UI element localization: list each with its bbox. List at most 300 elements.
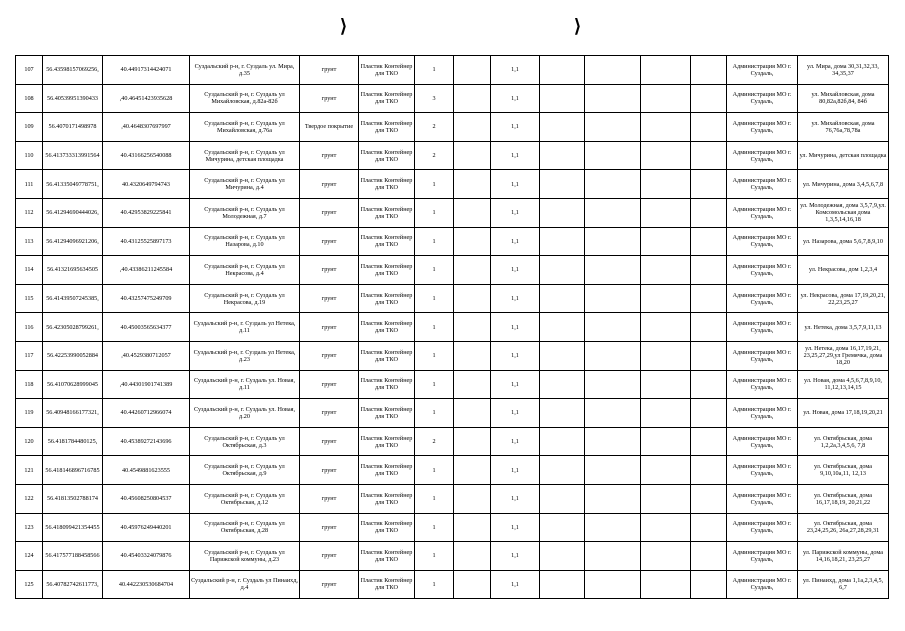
waste-sources: ул. Молодежная, дома 3,5,7,9,ул. Комсомольская дома 1,3,5,14,16,18 xyxy=(798,198,889,227)
table-row xyxy=(16,370,889,399)
waste-sources: ул. Михайловская, дома 80,82а,82б,84, 84б xyxy=(798,84,889,113)
empty-cell xyxy=(540,227,585,256)
empty-cell xyxy=(641,513,691,542)
empty-cell xyxy=(691,456,727,485)
container-volume: 1,1 xyxy=(491,141,540,170)
owner: Администрация МО г. Суздаль, xyxy=(727,370,798,399)
empty-cell xyxy=(641,313,691,342)
surface-type: Твердое покрытие xyxy=(300,113,359,142)
empty-cell xyxy=(585,542,641,571)
address: Суздальский р-н, г. Суздаль ул. Новая, д.11 xyxy=(190,370,300,399)
address: Суздальский р-н, г. Суздаль ул Назарова, д.10 xyxy=(190,227,300,256)
empty-cell xyxy=(454,256,491,285)
longitude: 40.44260712966074 xyxy=(103,399,190,428)
surface-type: грунт xyxy=(300,542,359,571)
empty-cell xyxy=(691,113,727,142)
table-row xyxy=(16,56,889,85)
latitude: 56.41070628999045 xyxy=(43,370,103,399)
waste-sources: ул. Нетека, дома 16,17,19,21, 23,25,27,29,ул Гремячка, дома 18,20 xyxy=(798,341,889,370)
empty-cell xyxy=(641,484,691,513)
margin-mark-left: ⟩ xyxy=(340,16,348,36)
table-row xyxy=(16,313,889,342)
empty-cell xyxy=(585,56,641,85)
latitude: 56.40948166177321, xyxy=(43,399,103,428)
container-count: 1 xyxy=(415,256,454,285)
latitude: 56.41439507245385, xyxy=(43,284,103,313)
site-number: 124 xyxy=(16,542,43,571)
empty-cell xyxy=(540,542,585,571)
empty-cell xyxy=(454,456,491,485)
surface-type: грунт xyxy=(300,370,359,399)
table-row xyxy=(16,141,889,170)
address: Суздальский р-н, г. Суздаль ул. Новая, д.20 xyxy=(190,399,300,428)
empty-cell xyxy=(641,542,691,571)
container-type: Пластик Контейнер для ТКО xyxy=(359,542,415,571)
longitude: 40.4320649794743 xyxy=(103,170,190,199)
table-row xyxy=(16,456,889,485)
owner: Администрация МО г. Суздаль, xyxy=(727,170,798,199)
empty-cell xyxy=(454,542,491,571)
waste-sources: ул. Мичурина, дома 3,4,5,6,7,8 xyxy=(798,170,889,199)
container-volume: 1,1 xyxy=(491,399,540,428)
longitude: 40.42953829225841 xyxy=(103,198,190,227)
empty-cell xyxy=(540,313,585,342)
surface-type: грунт xyxy=(300,284,359,313)
owner: Администрация МО г. Суздаль, xyxy=(727,141,798,170)
empty-cell xyxy=(691,227,727,256)
container-volume: 1,1 xyxy=(491,570,540,599)
empty-cell xyxy=(641,256,691,285)
waste-sources: ул. Михайловская, дома 76,76а,78,78а xyxy=(798,113,889,142)
latitude: 56.418146896716785 xyxy=(43,456,103,485)
address: Суздальский р-н, г. Суздаль ул Нетека, д.11 xyxy=(190,313,300,342)
empty-cell xyxy=(585,256,641,285)
latitude: 56.41813502788174 xyxy=(43,484,103,513)
empty-cell xyxy=(540,198,585,227)
empty-cell xyxy=(585,341,641,370)
owner: Администрация МО г. Суздаль, xyxy=(727,484,798,513)
container-type: Пластик Контейнер для ТКО xyxy=(359,370,415,399)
address: Суздальский р-н, г. Суздаль ул Парижской коммуны, д.23 xyxy=(190,542,300,571)
surface-type: грунт xyxy=(300,198,359,227)
waste-sources: ул. Пинаихд, дома 1,1а,2,3,4,5, 6,7 xyxy=(798,570,889,599)
container-count: 1 xyxy=(415,370,454,399)
margin-mark-right: ⟩ xyxy=(574,16,582,36)
container-count: 1 xyxy=(415,284,454,313)
container-volume: 1,1 xyxy=(491,284,540,313)
container-volume: 1,1 xyxy=(491,542,540,571)
container-count: 2 xyxy=(415,141,454,170)
empty-cell xyxy=(691,313,727,342)
site-number: 120 xyxy=(16,427,43,456)
container-volume: 1,1 xyxy=(491,56,540,85)
table-row xyxy=(16,542,889,571)
empty-cell xyxy=(540,456,585,485)
site-number: 119 xyxy=(16,399,43,428)
longitude: 40.4549881623555 xyxy=(103,456,190,485)
container-count: 2 xyxy=(415,427,454,456)
table-row xyxy=(16,113,889,142)
empty-cell xyxy=(540,84,585,113)
empty-cell xyxy=(454,170,491,199)
empty-cell xyxy=(540,513,585,542)
empty-cell xyxy=(540,141,585,170)
longitude: 40.442230530684704 xyxy=(103,570,190,599)
empty-cell xyxy=(585,484,641,513)
longitude: 40.44917314424071 xyxy=(103,56,190,85)
site-number: 108 xyxy=(16,84,43,113)
empty-cell xyxy=(540,570,585,599)
surface-type: грунт xyxy=(300,170,359,199)
waste-sources: ул. Октябрьская, дома 16,17,18,19, 20,21,22 xyxy=(798,484,889,513)
container-type: Пластик Контейнер для ТКО xyxy=(359,570,415,599)
owner: Администрация МО г. Суздаль, xyxy=(727,427,798,456)
owner: Администрация МО г. Суздаль, xyxy=(727,284,798,313)
surface-type: грунт xyxy=(300,84,359,113)
owner: Администрация МО г. Суздаль, xyxy=(727,542,798,571)
container-type: Пластик Контейнер для ТКО xyxy=(359,484,415,513)
site-number: 109 xyxy=(16,113,43,142)
empty-cell xyxy=(641,113,691,142)
container-count: 1 xyxy=(415,198,454,227)
table-row xyxy=(16,341,889,370)
empty-cell xyxy=(641,570,691,599)
empty-cell xyxy=(691,56,727,85)
table-row xyxy=(16,170,889,199)
table-row xyxy=(16,227,889,256)
site-number: 110 xyxy=(16,141,43,170)
surface-type: грунт xyxy=(300,427,359,456)
empty-cell xyxy=(641,198,691,227)
latitude: 56.4070171498978 xyxy=(43,113,103,142)
owner: Администрация МО г. Суздаль, xyxy=(727,227,798,256)
empty-cell xyxy=(540,170,585,199)
empty-cell xyxy=(641,170,691,199)
site-number: 111 xyxy=(16,170,43,199)
site-number: 112 xyxy=(16,198,43,227)
container-volume: 1,1 xyxy=(491,427,540,456)
latitude: 56.43598157069256, xyxy=(43,56,103,85)
site-number: 118 xyxy=(16,370,43,399)
container-count: 1 xyxy=(415,341,454,370)
address: Суздальский р-н, г. Суздаль ул Мичурина, д.4 xyxy=(190,170,300,199)
empty-cell xyxy=(585,570,641,599)
longitude: 40.45403324079876 xyxy=(103,542,190,571)
empty-cell xyxy=(641,456,691,485)
waste-sources: ул. Некрасова, дом 1,2,3,4 xyxy=(798,256,889,285)
waste-sources: ул. Нетека, дома 3,5,7,9,11,13 xyxy=(798,313,889,342)
address: Суздальский р-н, г. Суздаль ул Октябрьская, д.28 xyxy=(190,513,300,542)
container-volume: 1,1 xyxy=(491,484,540,513)
table-row xyxy=(16,198,889,227)
table-row xyxy=(16,427,889,456)
surface-type: грунт xyxy=(300,570,359,599)
empty-cell xyxy=(454,341,491,370)
waste-sources: ул. Мичурина, детская площадка xyxy=(798,141,889,170)
empty-cell xyxy=(585,427,641,456)
latitude: 56.418099421354455 xyxy=(43,513,103,542)
container-count: 1 xyxy=(415,313,454,342)
empty-cell xyxy=(585,141,641,170)
site-number: 122 xyxy=(16,484,43,513)
latitude: 56.417577188458566 xyxy=(43,542,103,571)
table-row xyxy=(16,256,889,285)
site-number: 121 xyxy=(16,456,43,485)
longitude: 40.45003565634377 xyxy=(103,313,190,342)
surface-type: грунт xyxy=(300,56,359,85)
site-number: 114 xyxy=(16,256,43,285)
container-type: Пластик Контейнер для ТКО xyxy=(359,113,415,142)
container-count: 1 xyxy=(415,170,454,199)
site-number: 113 xyxy=(16,227,43,256)
empty-cell xyxy=(585,113,641,142)
empty-cell xyxy=(585,227,641,256)
address: Суздальский р-н, г. Суздаль ул Пинаихд, д.4 xyxy=(190,570,300,599)
empty-cell xyxy=(454,84,491,113)
empty-cell xyxy=(454,427,491,456)
container-count: 1 xyxy=(415,456,454,485)
waste-site-register-table xyxy=(15,55,889,599)
longitude: 40.45608250804537 xyxy=(103,484,190,513)
latitude: 56.41335049778751, xyxy=(43,170,103,199)
site-number: 116 xyxy=(16,313,43,342)
surface-type: грунт xyxy=(300,227,359,256)
longitude: ,40.43386211245584 xyxy=(103,256,190,285)
address: Суздальский р-н, г. Суздаль ул Михайловская, д.76а xyxy=(190,113,300,142)
latitude: 56.42253990052884 xyxy=(43,341,103,370)
container-volume: 1,1 xyxy=(491,227,540,256)
surface-type: грунт xyxy=(300,399,359,428)
address: Суздальский р-н, г. Суздаль ул Некрасова, д.4 xyxy=(190,256,300,285)
latitude: 56.41294690444026, xyxy=(43,198,103,227)
container-type: Пластик Контейнер для ТКО xyxy=(359,198,415,227)
container-type: Пластик Контейнер для ТКО xyxy=(359,313,415,342)
owner: Администрация МО г. Суздаль, xyxy=(727,84,798,113)
empty-cell xyxy=(454,284,491,313)
empty-cell xyxy=(585,84,641,113)
latitude: 56.4181784480125, xyxy=(43,427,103,456)
empty-cell xyxy=(585,399,641,428)
empty-cell xyxy=(585,198,641,227)
owner: Администрация МО г. Суздаль, xyxy=(727,570,798,599)
empty-cell xyxy=(454,141,491,170)
surface-type: грунт xyxy=(300,341,359,370)
container-volume: 1,1 xyxy=(491,84,540,113)
waste-sources: ул. Новая, дома 17,18,19,20,21 xyxy=(798,399,889,428)
container-volume: 1,1 xyxy=(491,113,540,142)
empty-cell xyxy=(585,313,641,342)
address: Суздальский р-н, г. Суздаль ул. Мира, д.35 xyxy=(190,56,300,85)
empty-cell xyxy=(641,84,691,113)
container-type: Пластик Контейнер для ТКО xyxy=(359,56,415,85)
container-type: Пластик Контейнер для ТКО xyxy=(359,456,415,485)
empty-cell xyxy=(691,542,727,571)
empty-cell xyxy=(691,484,727,513)
latitude: 56.413733313991564 xyxy=(43,141,103,170)
waste-sources: ул. Мира, дома 30,31,32,33, 34,35,37 xyxy=(798,56,889,85)
container-count: 1 xyxy=(415,570,454,599)
container-type: Пластик Контейнер для ТКО xyxy=(359,84,415,113)
container-volume: 1,1 xyxy=(491,456,540,485)
address: Суздальский р-н, г. Суздаль ул Михайловская, д.82а-82б xyxy=(190,84,300,113)
table-row xyxy=(16,399,889,428)
empty-cell xyxy=(691,141,727,170)
longitude: ,40.4648307697997 xyxy=(103,113,190,142)
waste-sources: ул. Назарова, дома 5,6,7,8,9,10 xyxy=(798,227,889,256)
empty-cell xyxy=(540,284,585,313)
longitude: 40.43257475249709 xyxy=(103,284,190,313)
empty-cell xyxy=(454,484,491,513)
latitude: 56.40782742611773, xyxy=(43,570,103,599)
empty-cell xyxy=(691,198,727,227)
container-volume: 1,1 xyxy=(491,313,540,342)
empty-cell xyxy=(691,513,727,542)
empty-cell xyxy=(641,341,691,370)
owner: Администрация МО г. Суздаль, xyxy=(727,256,798,285)
empty-cell xyxy=(691,284,727,313)
empty-cell xyxy=(454,227,491,256)
owner: Администрация МО г. Суздаль, xyxy=(727,313,798,342)
address: Суздальский р-н, г. Суздаль ул Нетека, д.23 xyxy=(190,341,300,370)
empty-cell xyxy=(585,456,641,485)
empty-cell xyxy=(641,56,691,85)
table-body xyxy=(16,56,889,599)
site-number: 123 xyxy=(16,513,43,542)
waste-sources: ул. Парижской коммуны, дома 14,16,18,21, 23,25,27 xyxy=(798,542,889,571)
site-number: 107 xyxy=(16,56,43,85)
empty-cell xyxy=(454,113,491,142)
waste-sources: ул. Некрасова, дома 17,19,20,21, 22,23,25,27 xyxy=(798,284,889,313)
surface-type: грунт xyxy=(300,484,359,513)
empty-cell xyxy=(691,84,727,113)
address: Суздальский р-н, г. Суздаль ул Некрасова, д.19 xyxy=(190,284,300,313)
empty-cell xyxy=(454,570,491,599)
owner: Администрация МО г. Суздаль, xyxy=(727,56,798,85)
address: Суздальский р-н, г. Суздаль ул Мичурина, детская площадка xyxy=(190,141,300,170)
empty-cell xyxy=(540,341,585,370)
owner: Администрация МО г. Суздаль, xyxy=(727,198,798,227)
table-row xyxy=(16,513,889,542)
empty-cell xyxy=(454,370,491,399)
table-row xyxy=(16,84,889,113)
container-type: Пластик Контейнер для ТКО xyxy=(359,141,415,170)
container-count: 1 xyxy=(415,484,454,513)
longitude: 40.45976249440201 xyxy=(103,513,190,542)
waste-sources: ул. Октябрьская, дома 23,24,25,26, 26а,27,28,29,31 xyxy=(798,513,889,542)
owner: Администрация МО г. Суздаль, xyxy=(727,456,798,485)
surface-type: грунт xyxy=(300,256,359,285)
waste-sources: ул. Октябрьская, дома 9,10,10а,11, 12,13 xyxy=(798,456,889,485)
empty-cell xyxy=(691,170,727,199)
container-count: 1 xyxy=(415,399,454,428)
container-count: 1 xyxy=(415,227,454,256)
site-number: 125 xyxy=(16,570,43,599)
address: Суздальский р-н, г. Суздаль ул Октябрьская, д.9 xyxy=(190,456,300,485)
owner: Администрация МО г. Суздаль, xyxy=(727,513,798,542)
empty-cell xyxy=(454,399,491,428)
table-row xyxy=(16,570,889,599)
surface-type: грунт xyxy=(300,313,359,342)
surface-type: грунт xyxy=(300,141,359,170)
surface-type: грунт xyxy=(300,456,359,485)
container-type: Пластик Контейнер для ТКО xyxy=(359,170,415,199)
empty-cell xyxy=(540,484,585,513)
address: Суздальский р-н, г. Суздаль ул Октябрьская, д.3 xyxy=(190,427,300,456)
empty-cell xyxy=(540,56,585,85)
empty-cell xyxy=(691,570,727,599)
longitude: 40.43125525897173 xyxy=(103,227,190,256)
container-type: Пластик Контейнер для ТКО xyxy=(359,399,415,428)
table-row xyxy=(16,484,889,513)
empty-cell xyxy=(641,284,691,313)
empty-cell xyxy=(540,256,585,285)
container-volume: 1,1 xyxy=(491,341,540,370)
address: Суздальский р-н, г. Суздаль ул Молодежная, д.7 xyxy=(190,198,300,227)
empty-cell xyxy=(641,399,691,428)
empty-cell xyxy=(641,227,691,256)
container-type: Пластик Контейнер для ТКО xyxy=(359,256,415,285)
longitude: ,40.44301901741389 xyxy=(103,370,190,399)
empty-cell xyxy=(641,427,691,456)
container-type: Пластик Контейнер для ТКО xyxy=(359,513,415,542)
container-count: 1 xyxy=(415,542,454,571)
site-number: 115 xyxy=(16,284,43,313)
container-count: 1 xyxy=(415,513,454,542)
empty-cell xyxy=(454,56,491,85)
longitude: 40.45389272143696 xyxy=(103,427,190,456)
container-type: Пластик Контейнер для ТКО xyxy=(359,341,415,370)
address: Суздальский р-н, г. Суздаль ул Октябрьская, д.12 xyxy=(190,484,300,513)
longitude: ,40.4529380712057 xyxy=(103,341,190,370)
latitude: 56.40539951390433 xyxy=(43,84,103,113)
waste-sources: ул. Октябрьская, дома 1,2,2а,3,4,5,6, 7,8 xyxy=(798,427,889,456)
container-count: 2 xyxy=(415,113,454,142)
longitude: 40.43166256540088 xyxy=(103,141,190,170)
owner: Администрация МО г. Суздаль, xyxy=(727,113,798,142)
empty-cell xyxy=(691,370,727,399)
surface-type: грунт xyxy=(300,513,359,542)
container-type: Пластик Контейнер для ТКО xyxy=(359,427,415,456)
empty-cell xyxy=(691,427,727,456)
empty-cell xyxy=(540,370,585,399)
empty-cell xyxy=(454,513,491,542)
owner: Администрация МО г. Суздаль, xyxy=(727,341,798,370)
container-type: Пластик Контейнер для ТКО xyxy=(359,284,415,313)
empty-cell xyxy=(540,399,585,428)
empty-cell xyxy=(585,513,641,542)
empty-cell xyxy=(641,141,691,170)
empty-cell xyxy=(540,113,585,142)
empty-cell xyxy=(540,427,585,456)
container-volume: 1,1 xyxy=(491,513,540,542)
container-volume: 1,1 xyxy=(491,370,540,399)
empty-cell xyxy=(585,170,641,199)
empty-cell xyxy=(691,341,727,370)
container-volume: 1,1 xyxy=(491,198,540,227)
container-volume: 1,1 xyxy=(491,256,540,285)
container-count: 3 xyxy=(415,84,454,113)
site-number: 117 xyxy=(16,341,43,370)
table-row xyxy=(16,284,889,313)
longitude: ,40.46451423935628 xyxy=(103,84,190,113)
waste-sources: ул. Новая, дома 4,5,6,7,8,9,10, 11,12,13,14,15 xyxy=(798,370,889,399)
empty-cell xyxy=(691,256,727,285)
container-volume: 1,1 xyxy=(491,170,540,199)
empty-cell xyxy=(585,370,641,399)
empty-cell xyxy=(641,370,691,399)
container-count: 1 xyxy=(415,56,454,85)
empty-cell xyxy=(691,399,727,428)
